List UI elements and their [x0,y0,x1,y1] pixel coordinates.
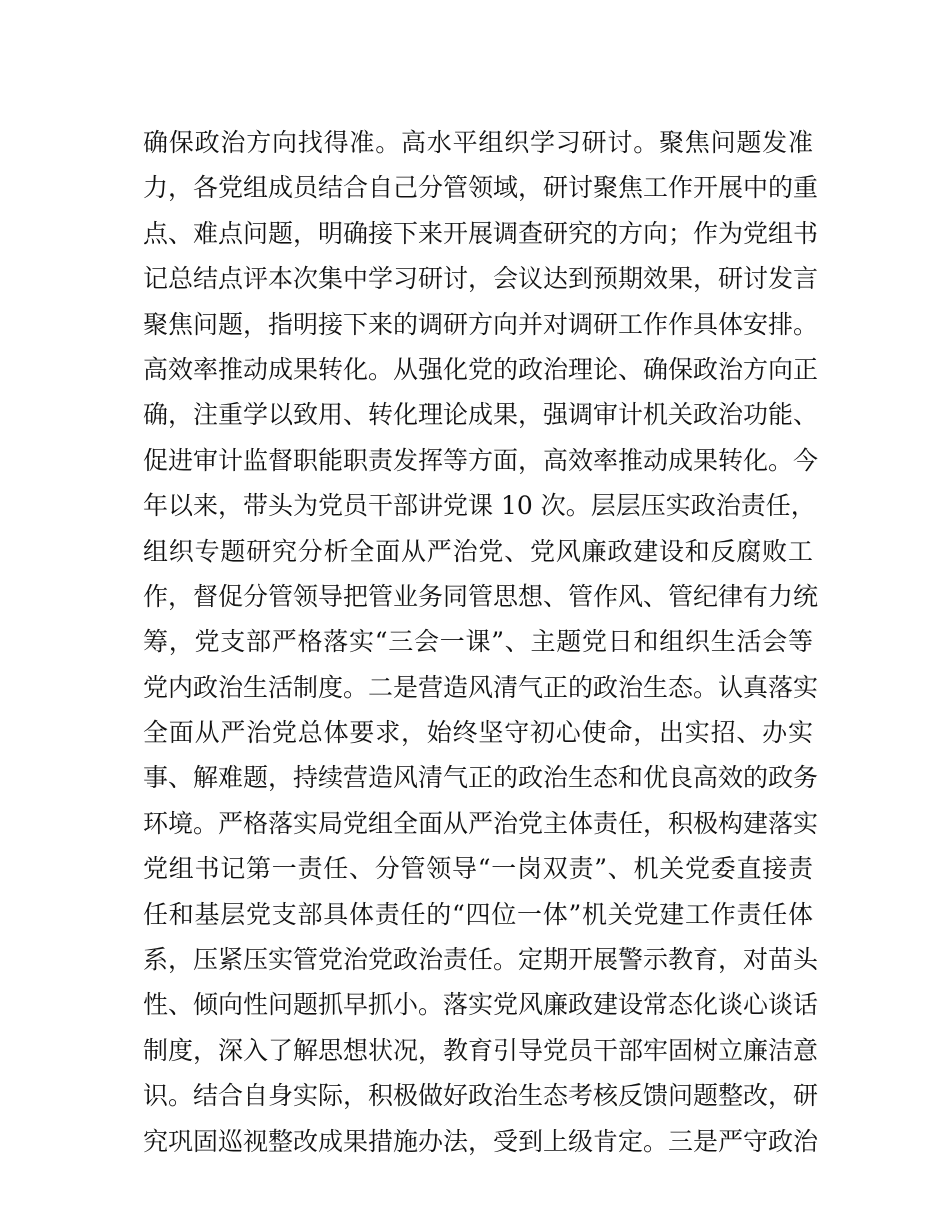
text-line: 事、解难题，持续营造风清气正的政治生态和优良高效的政务 [143,763,819,793]
text-line: 组织专题研究分析全面从严治党、党风廉政建设和反腐败工 [143,536,813,566]
text-line: 识。结合自身实际，积极做好政治生态考核反馈问题整改，研 [143,1081,819,1111]
text-line: 确保政治方向找得准。高水平组织学习研讨。聚焦问题发准 [143,128,813,157]
text-line: 筹，党支部严格落实“三会一课”、主题党日和组织生活会等 [143,627,813,657]
text-line: 高效率推动成果转化。从强化党的政治理论、确保政治方向正 [143,354,819,384]
text-line: 任和基层党支部具体责任的“四位一体”机关党建工作责任体 [143,899,813,929]
text-line: 全面从严治党总体要求，始终坚守初心使命，出实招、办实 [143,718,813,748]
text-line: 党组书记第一责任、分管领导“一岗双责”、机关党委直接责 [143,854,813,884]
text-line: 聚焦问题，指明接下来的调研方向并对调研工作作具体安排。 [143,309,819,339]
text-line: 系，压紧压实管党治党政治责任。定期开展警示教育，对苗头 [143,945,819,975]
text-line: 促进审计监督职能职责发挥等方面，高效率推动成果转化。今 [143,445,819,475]
text-line: 力，各党组成员结合自己分管领域，研讨聚焦工作开展中的重 [143,173,819,203]
text-line: 年以来，带头为党员干部讲党课 10 次。层层压实政治责任， [143,491,816,521]
text-line: 环境。严格落实局党组全面从严治党主体责任，积极构建落实 [143,808,819,838]
text-line: 确，注重学以致用、转化理论成果，强调审计机关政治功能、 [143,400,819,430]
text-line: 性、倾向性问题抓早抓小。落实党风廉政建设常态化谈心谈话 [143,990,819,1020]
body-text [143,120,819,1164]
text-line: 党内政治生活制度。二是营造风清气正的政治生态。认真落实 [143,672,819,702]
text-line: 记总结点评本次集中学习研讨，会议达到预期效果，研讨发言 [143,264,819,294]
text-line: 制度，深入了解思想状况，教育引导党员干部牢固树立廉洁意 [143,1035,819,1065]
text-line: 究巩固巡视整改成果措施办法，受到上级肯定。三是严守政治 [143,1126,819,1156]
text-line: 点、难点问题，明确接下来开展调查研究的方向；作为党组书 [143,218,819,248]
text-line: 作，督促分管领导把管业务同管思想、管作风、管纪律有力统 [143,581,819,611]
